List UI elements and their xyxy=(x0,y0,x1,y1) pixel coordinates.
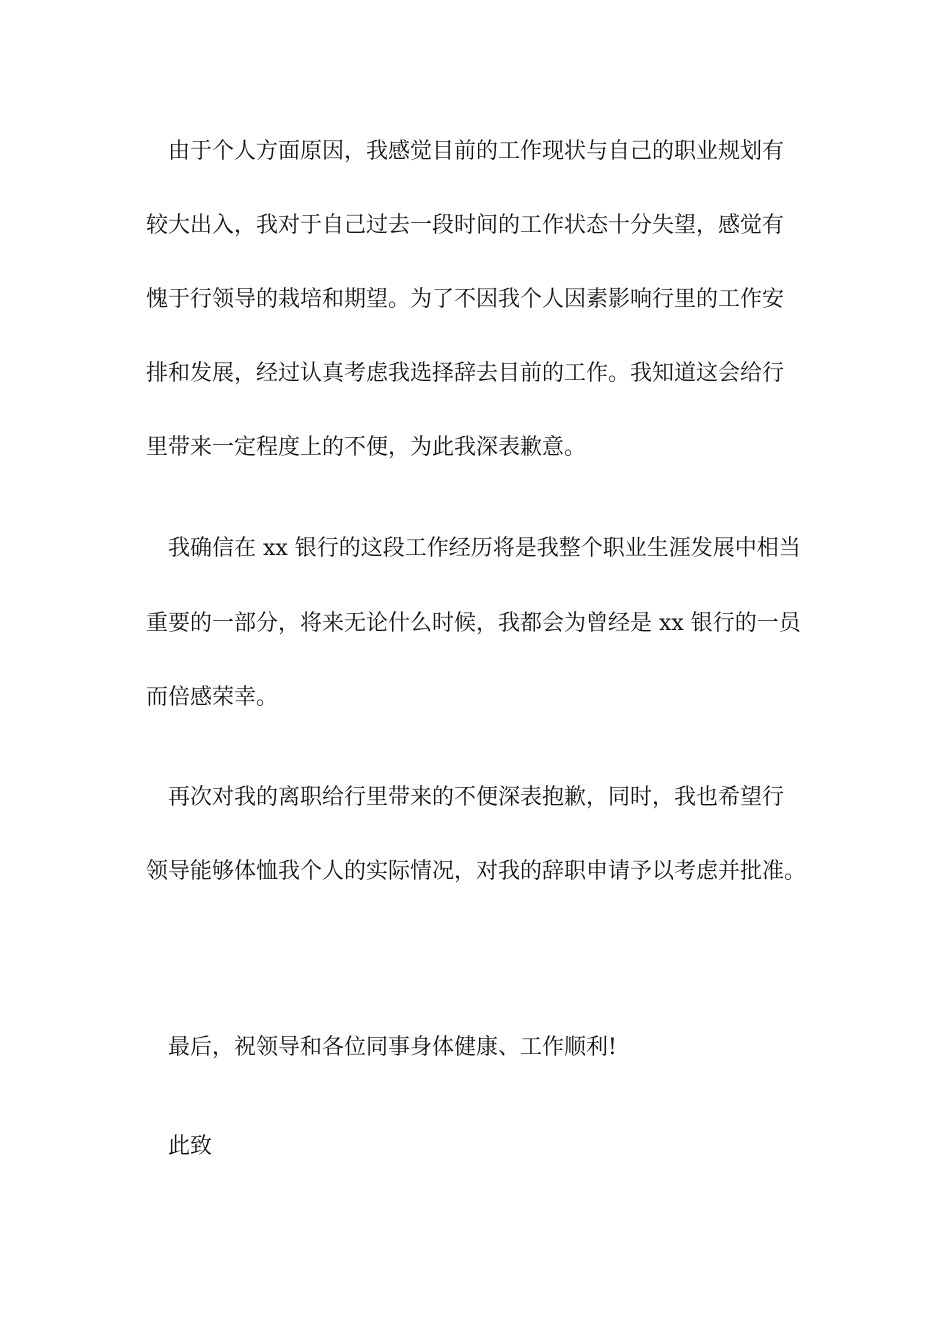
paragraph-1-line-2: 较大出入，我对于自己过去一段时间的工作状态十分失望，感觉有 xyxy=(146,213,785,238)
paragraph-1-line-4: 排和发展，经过认真考虑我选择辞去目前的工作。我知道这会给行 xyxy=(146,361,785,386)
paragraph-3-line-2: 领导能够体恤我个人的实际情况，对我的辞职申请予以考虑并批准。 xyxy=(146,859,807,884)
paragraph-2-line-2: 重要的一部分，将来无论什么时候，我都会为曾经是 xx 银行的一员 xyxy=(146,611,801,636)
salutation: 此致 xyxy=(168,1134,213,1159)
paragraph-1-line-3: 愧于行领导的栽培和期望。为了不因我个人因素影响行里的工作安 xyxy=(146,287,785,312)
paragraph-2-line-3: 而倍感荣幸。 xyxy=(146,685,279,710)
paragraph-1-line-1: 由于个人方面原因，我感觉目前的工作现状与自己的职业规划有 xyxy=(168,139,785,164)
paragraph-2-line-1: 我确信在 xx 银行的这段工作经历将是我整个职业生涯发展中相当 xyxy=(168,536,801,561)
closing-wish: 最后，祝领导和各位同事身体健康、工作顺利! xyxy=(168,1035,617,1060)
paragraph-3-line-1: 再次对我的离职给行里带来的不便深表抱歉，同时，我也希望行 xyxy=(168,785,785,810)
paragraph-1-line-5: 里带来一定程度上的不便，为此我深表歉意。 xyxy=(146,435,587,460)
